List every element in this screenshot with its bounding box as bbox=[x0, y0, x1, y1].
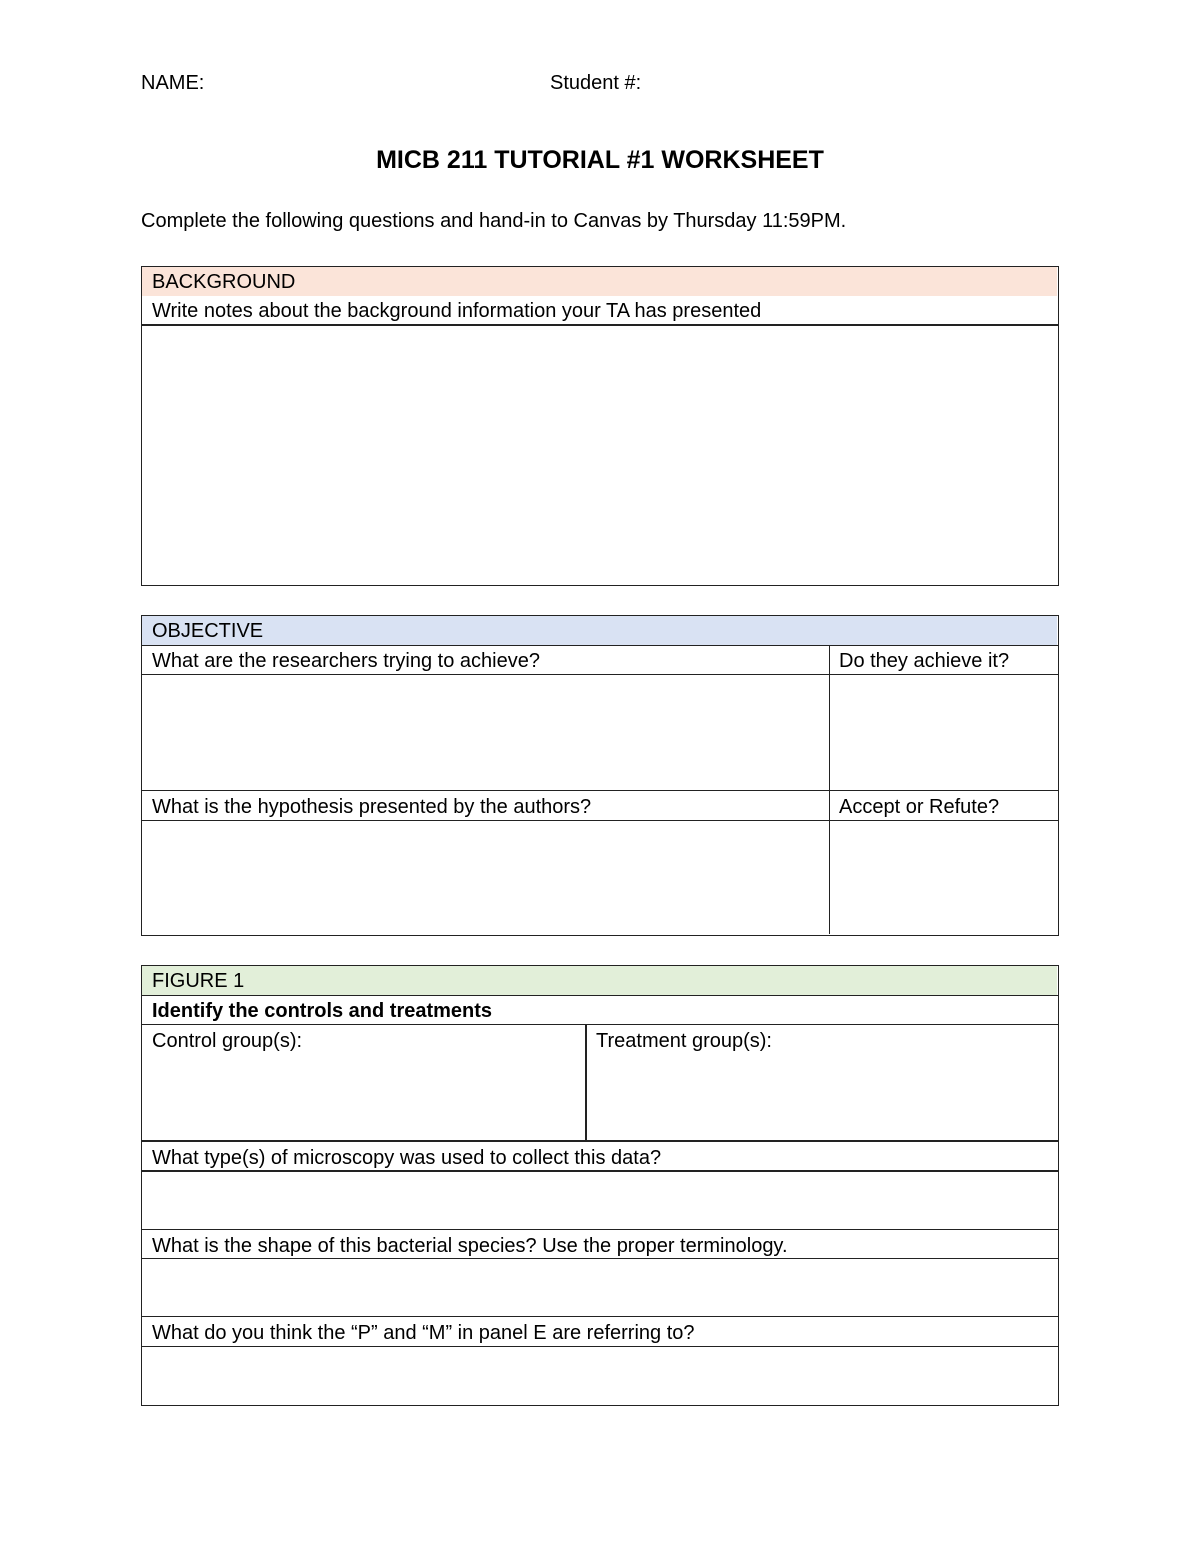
figure1-heading: FIGURE 1 bbox=[152, 970, 245, 992]
objective-q1-cell bbox=[142, 646, 829, 675]
objective-heading: OBJECTIVE bbox=[152, 620, 264, 642]
microscopy-question: What type(s) of microscopy was used to collect this data? bbox=[152, 1147, 662, 1169]
divider bbox=[142, 674, 1058, 675]
background-prompt-cell bbox=[142, 296, 1057, 325]
microscopy-question-cell bbox=[142, 1143, 1057, 1171]
divider bbox=[142, 1258, 1058, 1259]
background-heading-cell bbox=[142, 267, 1057, 296]
name-label: NAME: bbox=[141, 72, 205, 94]
objective-q2-side-answer[interactable] bbox=[830, 822, 1057, 934]
background-heading: BACKGROUND bbox=[152, 271, 296, 293]
objective-q2: What is the hypothesis presented by the authors? bbox=[152, 796, 592, 818]
objective-q1-side-answer[interactable] bbox=[830, 676, 1057, 790]
divider bbox=[142, 1140, 1058, 1142]
divider bbox=[142, 790, 1058, 791]
objective-heading-cell bbox=[142, 616, 1057, 645]
divider bbox=[142, 1229, 1058, 1230]
pm-question-cell bbox=[142, 1318, 1057, 1346]
objective-q1-side-cell bbox=[829, 646, 1057, 675]
objective-q2-side-cell bbox=[829, 792, 1057, 821]
divider bbox=[142, 1346, 1058, 1347]
pm-question: What do you think the “P” and “M” in panel E are referring to? bbox=[152, 1322, 695, 1344]
background-section bbox=[141, 266, 1059, 586]
column-divider bbox=[585, 1025, 587, 1141]
figure1-subheading-cell bbox=[142, 996, 1057, 1025]
objective-q1: What are the researchers trying to achieve? bbox=[152, 650, 540, 672]
student-number-label: Student #: bbox=[550, 72, 642, 94]
background-prompt: Write notes about the background information your TA has presented bbox=[152, 300, 762, 322]
divider bbox=[142, 820, 1058, 821]
divider bbox=[142, 324, 1058, 326]
page-title: MICB 211 TUTORIAL #1 WORKSHEET bbox=[376, 146, 824, 174]
objective-q2-cell bbox=[142, 792, 829, 821]
objective-q2-answer[interactable] bbox=[142, 822, 829, 934]
shape-answer[interactable] bbox=[142, 1260, 1057, 1316]
control-group-label: Control group(s): bbox=[152, 1030, 303, 1052]
background-answer-area[interactable] bbox=[142, 327, 1057, 583]
control-group-cell[interactable] bbox=[142, 1026, 585, 1140]
pm-answer[interactable] bbox=[142, 1348, 1057, 1404]
objective-q1-answer[interactable] bbox=[142, 676, 829, 790]
objective-q1-side: Do they achieve it? bbox=[839, 650, 1010, 672]
figure1-subheading: Identify the controls and treatments bbox=[152, 1000, 493, 1022]
shape-question-cell bbox=[142, 1231, 1057, 1259]
figure1-section bbox=[141, 965, 1059, 1406]
treatment-group-cell[interactable] bbox=[586, 1026, 1057, 1140]
divider bbox=[142, 1170, 1058, 1172]
treatment-group-label: Treatment group(s): bbox=[596, 1030, 772, 1052]
objective-section bbox=[141, 615, 1059, 936]
shape-question: What is the shape of this bacterial species? Use the proper terminology. bbox=[152, 1235, 788, 1257]
divider bbox=[142, 1024, 1058, 1025]
microscopy-answer[interactable] bbox=[142, 1173, 1057, 1229]
objective-q2-side: Accept or Refute? bbox=[839, 796, 1000, 818]
divider bbox=[142, 1316, 1058, 1317]
figure1-heading-cell bbox=[142, 966, 1057, 995]
column-divider bbox=[829, 646, 830, 934]
instructions-text: Complete the following questions and hand-in to Canvas by Thursday 11:59PM. bbox=[141, 210, 847, 232]
